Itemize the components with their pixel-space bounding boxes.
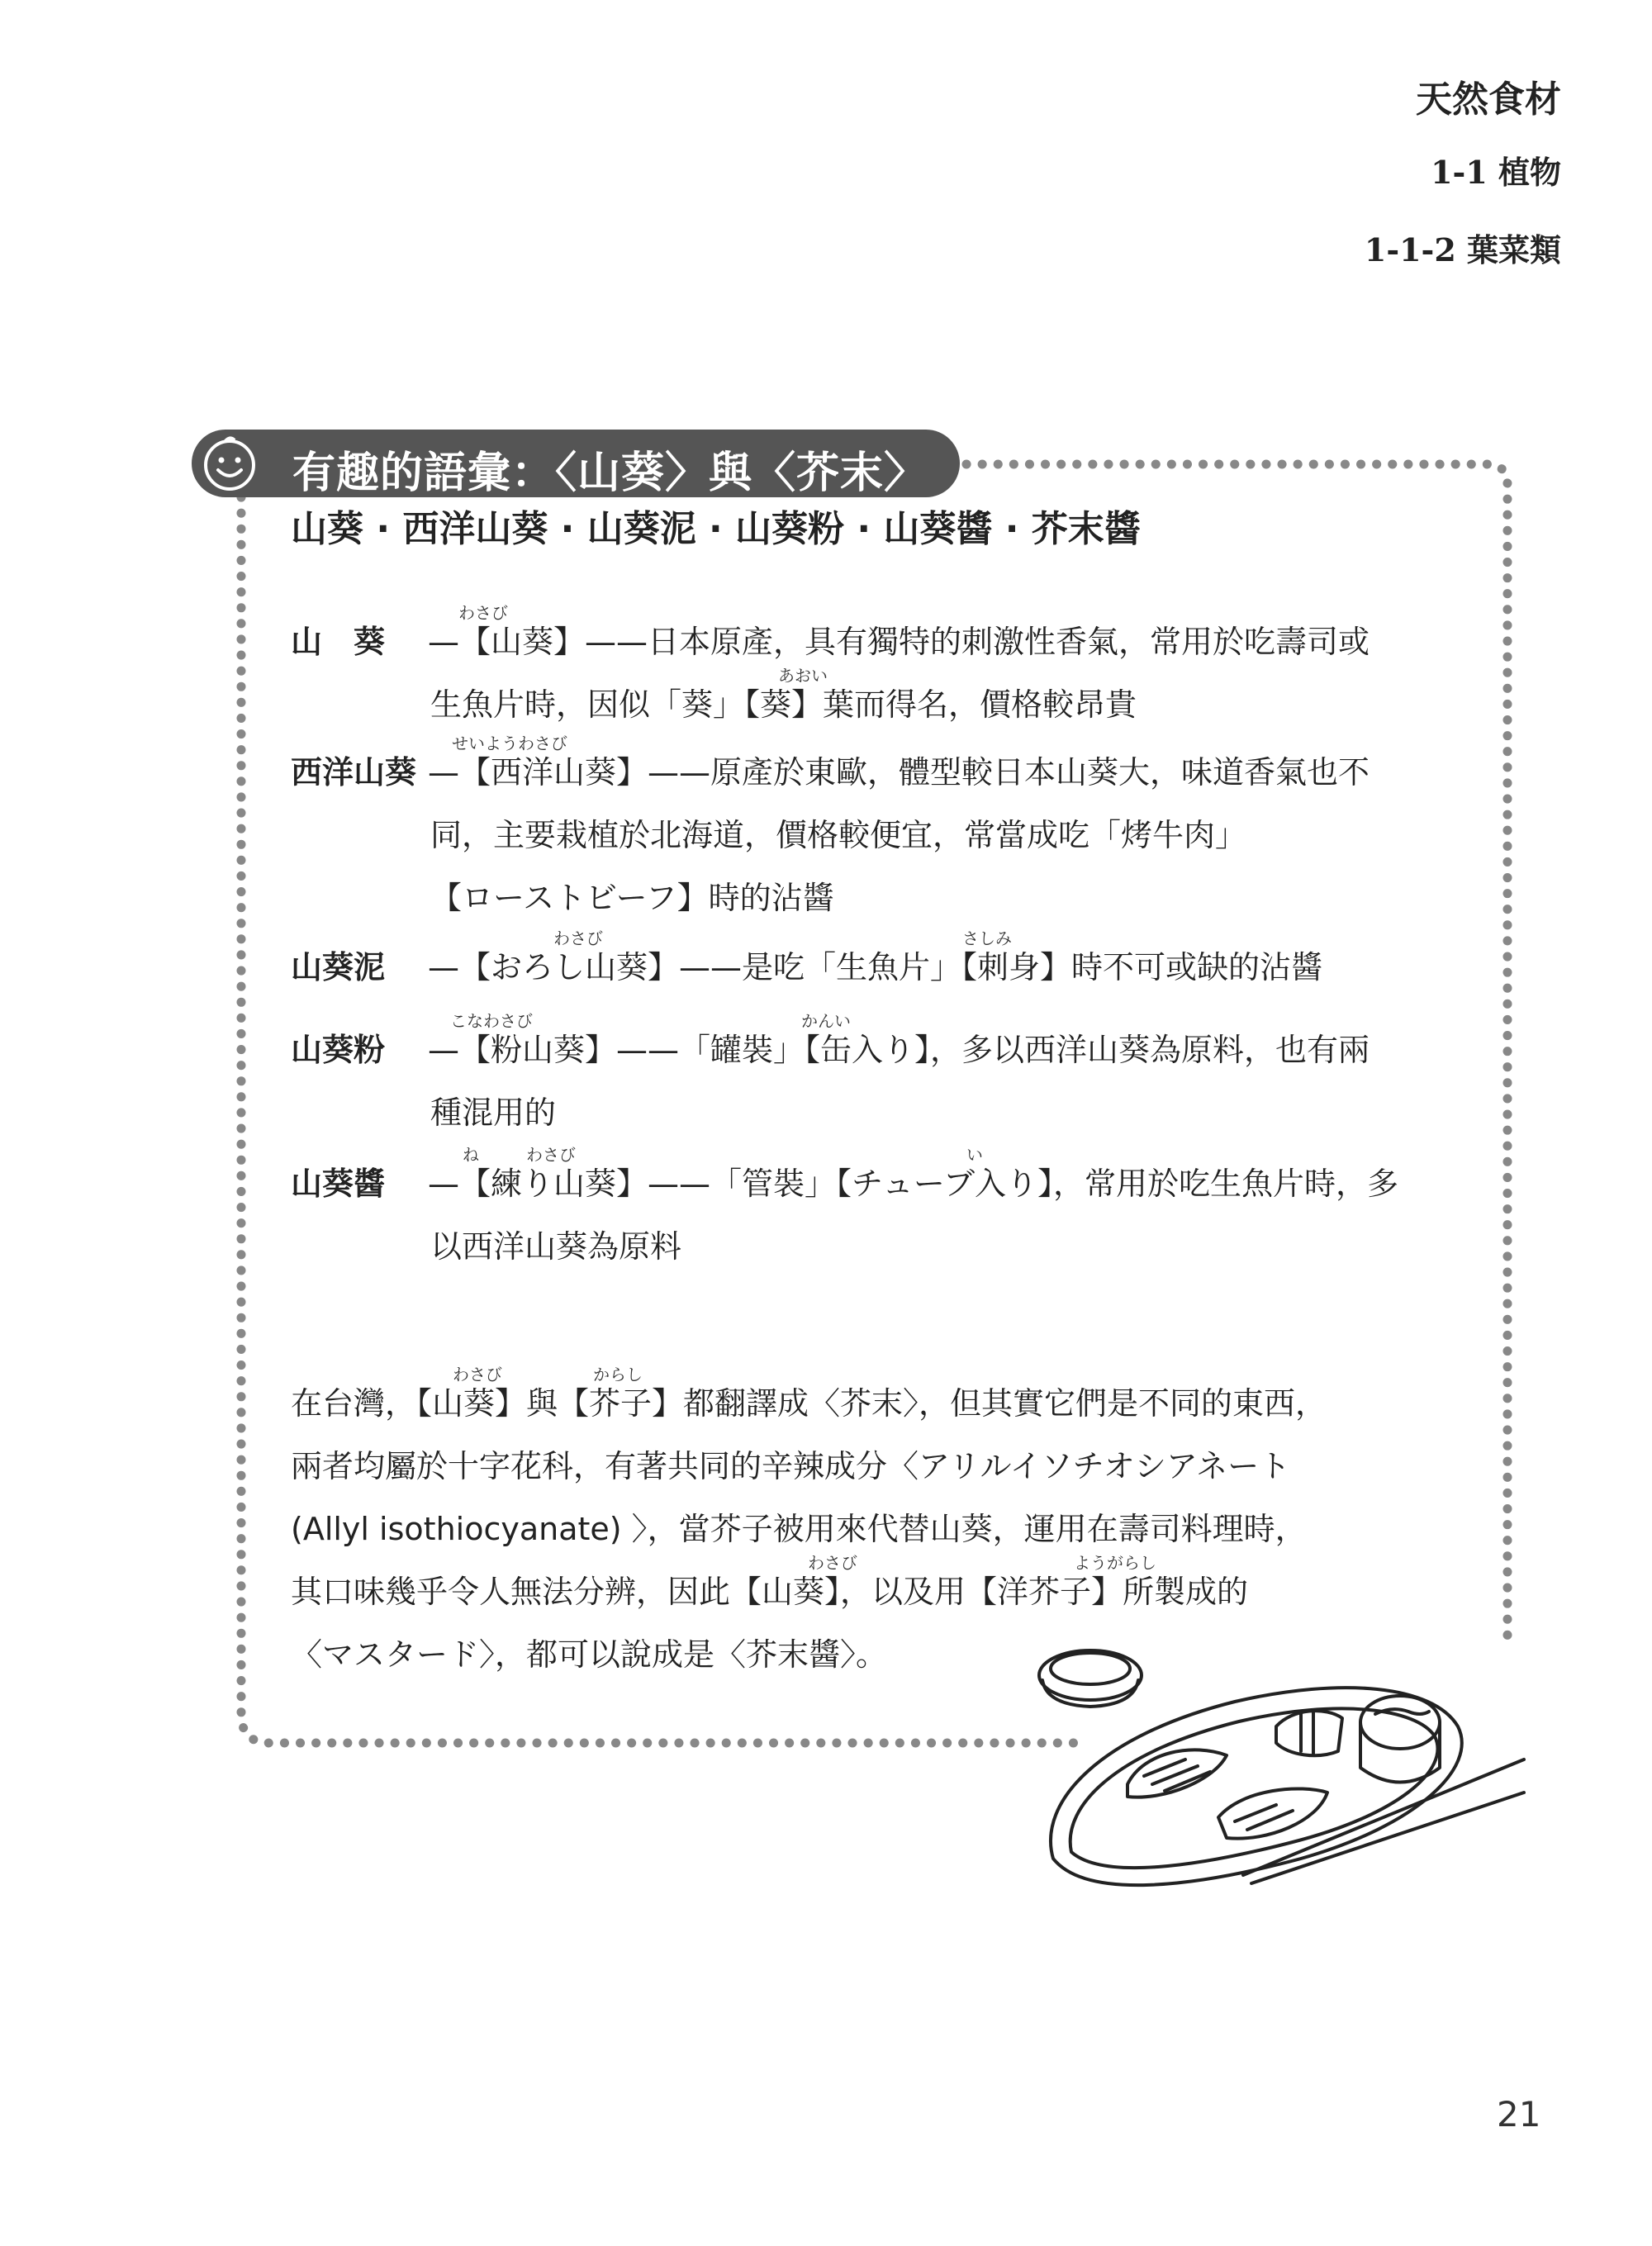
sushi-illustration (1028, 1636, 1565, 1925)
furigana: せいようわさび (452, 734, 567, 753)
page-number: 21 (1497, 2094, 1541, 2134)
term-definition: —【西洋山葵】——原產於東歐，體型較日本山葵大，味道香氣也不 (428, 754, 1370, 791)
term-label: 山 葵 (291, 624, 386, 660)
smiley-icon (200, 434, 259, 493)
box-title: 有趣的語彙：〈山葵〉與〈芥末〉 (292, 449, 928, 498)
term-continuation: 種混用的 (430, 1095, 557, 1131)
paragraph-line: 〈マスタード〉，都可以說成是〈芥末醬〉。 (291, 1636, 888, 1673)
furigana: さしみ (962, 928, 1012, 948)
box-subtitle: 山葵 · 西洋山葵 · 山葵泥 · 山葵粉 · 山葵醬 · 芥末醬 (291, 508, 1141, 550)
header-subsection: 1-1-2 葉菜類 (1364, 231, 1561, 268)
term-continuation: 同，主要栽植於北海道，價格較便宜，常當成吃「烤牛肉」 (430, 817, 1247, 853)
paragraph-line: (Allyl isothiocyanate) 〉，當芥子被用來代替山葵，運用在壽司料理時， (291, 1511, 1307, 1547)
term-definition: —【おろし山葵】——是吃「生魚片」【刺身】時不可或缺的沾醬 (428, 949, 1323, 985)
box-title-bar (192, 430, 960, 497)
term-continuation: 以西洋山葵為原料 (430, 1228, 682, 1265)
paragraph-line: 兩者均屬於十字花科，有著共同的辛辣成分〈アリルイソチオシアネート (291, 1448, 1291, 1484)
furigana: からし (593, 1365, 643, 1384)
term-label: 西洋山葵 (291, 754, 417, 791)
header-category: 天然食材 (1416, 78, 1561, 121)
furigana: あおい (778, 666, 828, 686)
furigana: わさび (808, 1553, 857, 1573)
paragraph-line: 其口味幾乎令人無法分辨，因此【山葵】，以及用【洋芥子】所製成的 (291, 1574, 1249, 1610)
header-section: 1-1 植物 (1431, 154, 1561, 191)
furigana: わさび (458, 603, 508, 623)
term-definition: —【粉山葵】——「罐裝」【缶入り】，多以西洋山葵為原料，也有兩 (428, 1032, 1370, 1068)
term-continuation: 【ローストビーフ】時的沾醬 (430, 880, 834, 916)
furigana: こなわさび (450, 1011, 533, 1031)
term-label: 山葵醬 (291, 1166, 386, 1202)
term-label: 山葵泥 (291, 949, 386, 985)
term-definition: —【山葵】——日本原產，具有獨特的刺激性香氣，常用於吃壽司或 (428, 624, 1370, 660)
paragraph-line: 在台灣，【山葵】與【芥子】都翻譯成〈芥末〉，但其實它們是不同的東西， (291, 1385, 1327, 1422)
furigana: かんい (801, 1011, 851, 1031)
term-label: 山葵粉 (291, 1032, 386, 1068)
term-definition: —【練り山葵】——「管裝」【チューブ入り】，常用於吃生魚片時，多 (428, 1166, 1398, 1202)
furigana: わさび (526, 1145, 576, 1165)
furigana: わさび (553, 928, 603, 948)
furigana: ようがらし (1074, 1553, 1156, 1573)
furigana: い (966, 1145, 983, 1165)
furigana: わさび (453, 1365, 502, 1384)
furigana: ね (463, 1145, 479, 1165)
term-continuation: 生魚片時，因似「葵」【葵】葉而得名，價格較昂貴 (430, 686, 1137, 723)
